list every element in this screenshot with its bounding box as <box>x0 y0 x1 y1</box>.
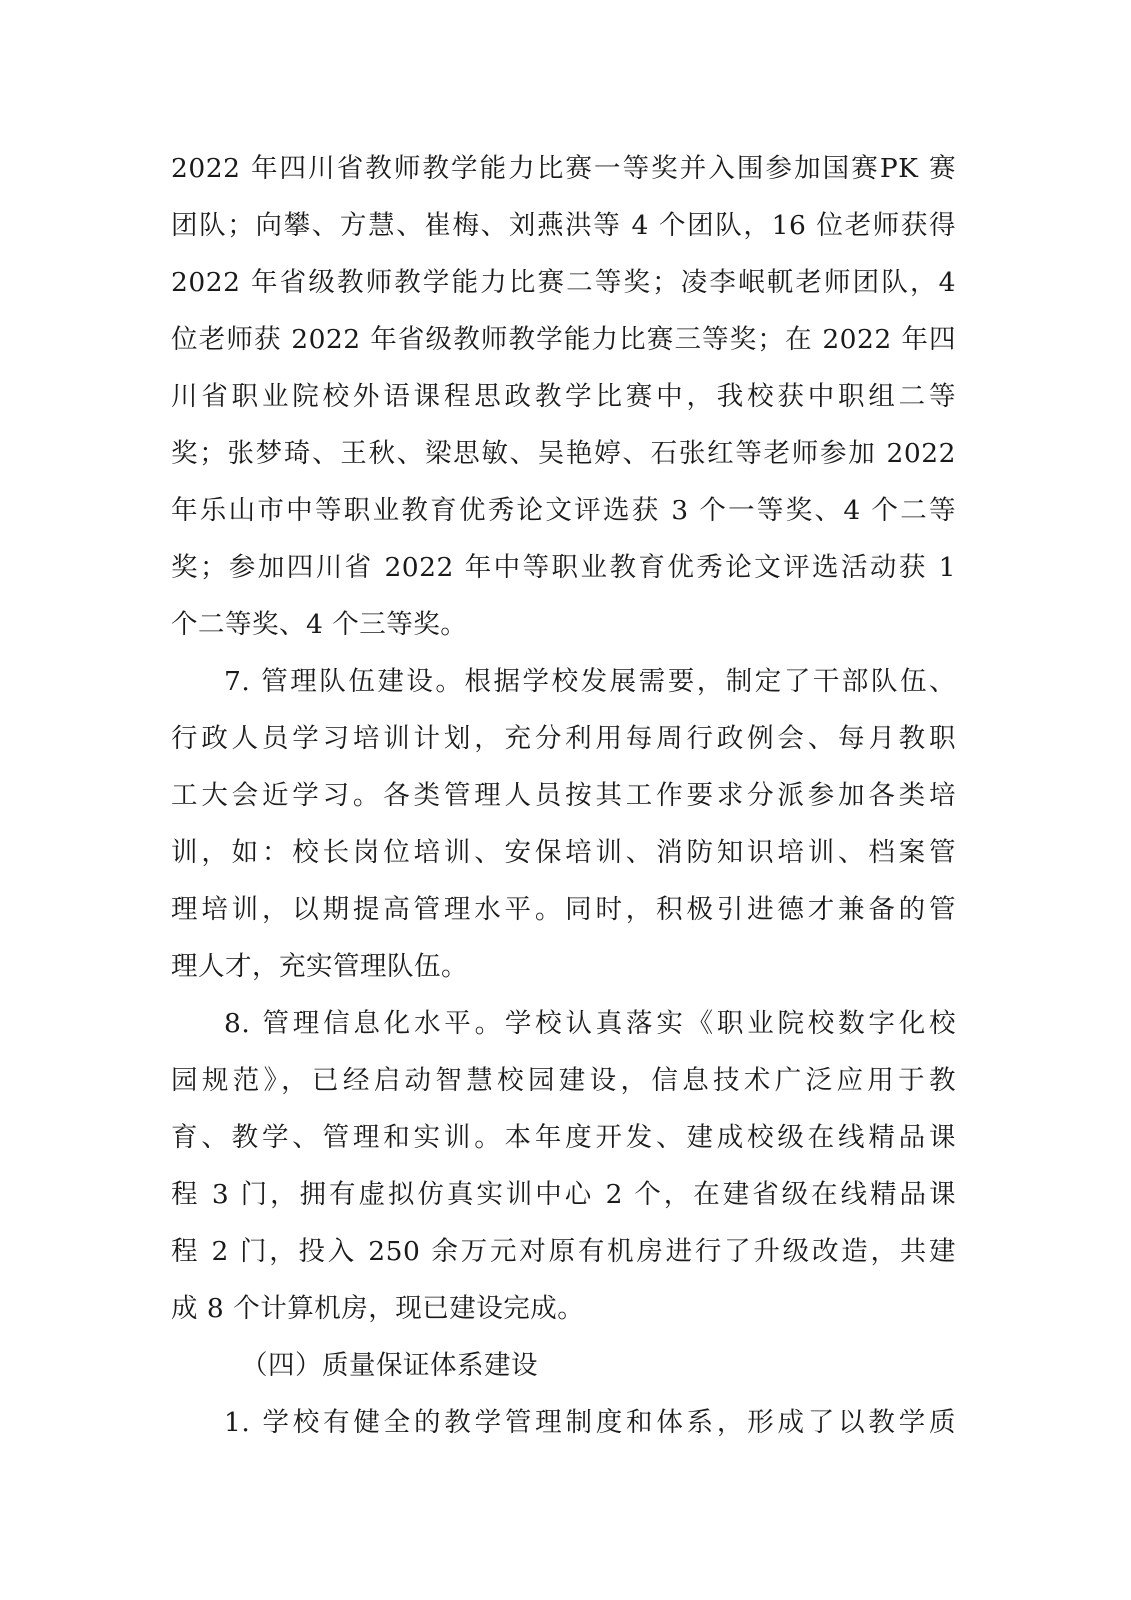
paragraph-8-line: 育、教学、管理和实训。本年度开发、建成校级在线精品课 <box>171 1122 956 1153</box>
text-line-awards: 位老师获 2022 年省级教师教学能力比赛三等奖；在 2022 年四 <box>171 324 956 355</box>
text-line-awards: 团队；向攀、方慧、崔梅、刘燕洪等 4 个团队，16 位老师获得 <box>171 210 956 241</box>
paragraph-7-last-line: 理人才，充实管理队伍。 <box>171 951 468 982</box>
paragraph-1-first-line: 1. 学校有健全的教学管理制度和体系，形成了以教学质 <box>224 1407 956 1438</box>
paragraph-7-line: 理培训，以期提高管理水平。同时，积极引进德才兼备的管 <box>171 894 956 925</box>
text-line-awards: 年乐山市中等职业教育优秀论文评选获 3 个一等奖、4 个二等 <box>171 495 956 526</box>
text-line-awards: 2022 年省级教师教学能力比赛二等奖；凌李岷軏老师团队，4 <box>171 267 956 298</box>
section-heading: （四）质量保证体系建设 <box>241 1350 538 1381</box>
paragraph-8-line: 园规范》，已经启动智慧校园建设，信息技术广泛应用于教 <box>171 1065 956 1096</box>
paragraph-8-first-line: 8. 管理信息化水平。学校认真落实《职业院校数字化校 <box>224 1008 956 1039</box>
text-line-awards: 川省职业院校外语课程思政教学比赛中，我校获中职组二等 <box>171 381 956 412</box>
paragraph-7-line: 训，如：校长岗位培训、安保培训、消防知识培训、档案管 <box>171 837 956 868</box>
paragraph-7-line: 工大会近学习。各类管理人员按其工作要求分派参加各类培 <box>171 780 956 811</box>
paragraph-7-line: 行政人员学习培训计划，充分利用每周行政例会、每月教职 <box>171 723 956 754</box>
body-text <box>171 140 956 1451</box>
paragraph-8-last-line: 成 8 个计算机房，现已建设完成。 <box>171 1293 585 1324</box>
text-line-awards-end: 个二等奖、4 个三等奖。 <box>171 609 468 640</box>
paragraph-7-first-line: 7. 管理队伍建设。根据学校发展需要，制定了干部队伍、 <box>224 666 956 697</box>
paragraph-8-line: 程 2 门，投入 250 余万元对原有机房进行了升级改造，共建 <box>171 1236 956 1267</box>
text-line-awards: 奖；张梦琦、王秋、梁思敏、吴艳婷、石张红等老师参加 2022 <box>171 438 956 469</box>
text-line-awards: 奖；参加四川省 2022 年中等职业教育优秀论文评选活动获 1 <box>171 552 956 583</box>
text-line-awards: 2022 年四川省教师教学能力比赛一等奖并入围参加国赛PK 赛 <box>171 153 956 184</box>
paragraph-8-line: 程 3 门，拥有虚拟仿真实训中心 2 个，在建省级在线精品课 <box>171 1179 956 1210</box>
